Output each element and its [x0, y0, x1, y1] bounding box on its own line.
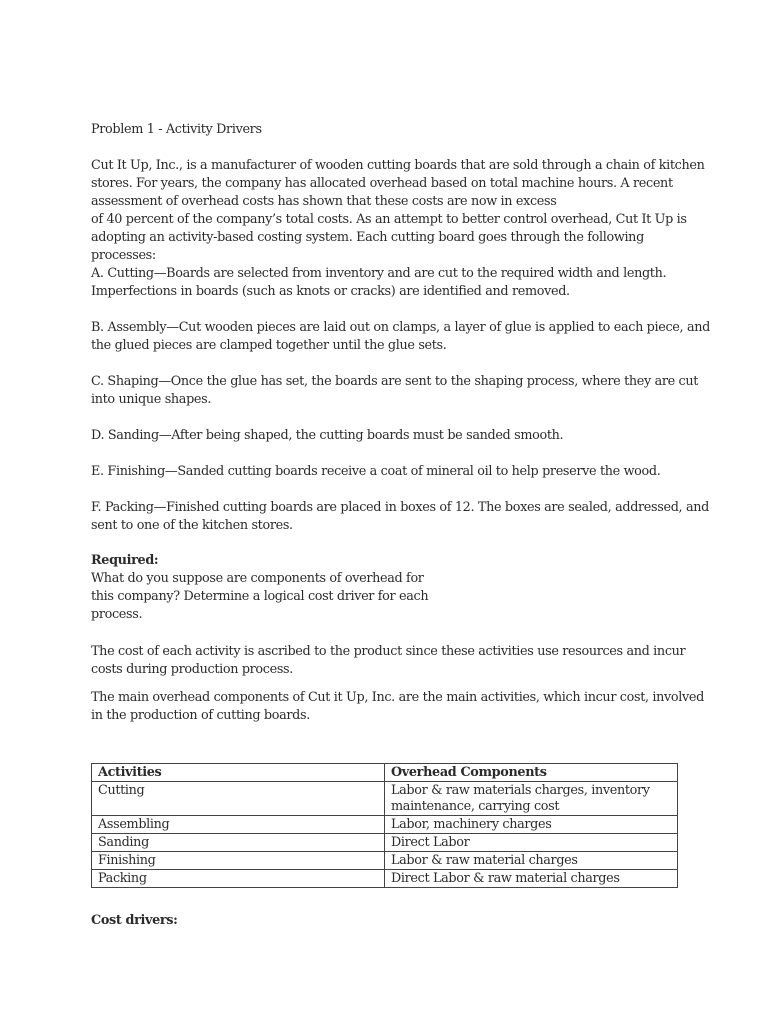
table-cell-overhead: Direct Labor	[385, 834, 678, 852]
table-row	[92, 834, 678, 852]
table-header-row	[92, 764, 678, 782]
table-cell-activity: Cutting	[92, 782, 385, 816]
process-assembly-paragraph	[91, 319, 710, 355]
answer-paragraph-1	[91, 643, 686, 679]
process-cutting-line: Imperfections in boards (such as knots or cracks) are identified and removed.	[91, 284, 570, 299]
problem-title: Problem 1 - Activity Drivers	[91, 122, 262, 137]
process-cutting-line: A. Cutting—Boards are selected from inventory and are cut to the required width and length.	[91, 266, 667, 281]
intro-line: assessment of overhead costs has shown that these costs are now in excess	[91, 194, 557, 209]
table-row	[92, 852, 678, 870]
table-cell-activity: Packing	[92, 870, 385, 888]
cost-drivers-heading: Cost drivers:	[91, 913, 178, 928]
required-question	[91, 570, 429, 624]
process-shaping-line: C. Shaping—Once the glue has set, the boards are sent to the shaping process, where they are cut	[91, 374, 699, 389]
process-packing-line: sent to one of the kitchen stores.	[91, 518, 293, 533]
process-assembly-line: B. Assembly—Cut wooden pieces are laid out on clamps, a layer of glue is applied to each piece, and	[91, 320, 710, 335]
table-header-overhead: Overhead Components	[385, 764, 678, 782]
intro-line: of 40 percent of the company’s total costs. As an attempt to better control overhead, Cut It Up is	[91, 212, 687, 227]
table-row	[92, 870, 678, 888]
table-cell-activity: Sanding	[92, 834, 385, 852]
process-assembly-line: the glued pieces are clamped together until the glue sets.	[91, 338, 447, 353]
process-packing-paragraph	[91, 499, 709, 535]
answer-line: The cost of each activity is ascribed to the product since these activities use resources and incur	[91, 644, 686, 659]
intro-line: adopting an activity-based costing system. Each cutting board goes through the following	[91, 230, 644, 245]
process-shaping-paragraph	[91, 373, 699, 409]
intro-line: Cut It Up, Inc., is a manufacturer of wooden cutting boards that are sold through a chain of kitchen	[91, 158, 705, 173]
required-line: this company? Determine a logical cost driver for each	[91, 589, 429, 604]
table-cell-activity: Finishing	[92, 852, 385, 870]
table-cell-overhead: Labor & raw material charges	[385, 852, 678, 870]
table-cell-overhead: Direct Labor & raw material charges	[385, 870, 678, 888]
process-finishing-paragraph	[91, 463, 686, 481]
required-line: process.	[91, 607, 143, 622]
process-shaping-line: into unique shapes.	[91, 392, 212, 407]
intro-line: processes:	[91, 248, 156, 263]
table-row	[92, 816, 678, 834]
intro-line: stores. For years, the company has allocated overhead based on total machine hours. A recent	[91, 176, 673, 191]
process-packing-line: F. Packing—Finished cutting boards are placed in boxes of 12. The boxes are sealed, addressed, and	[91, 500, 709, 515]
answer-paragraph-2	[91, 689, 704, 725]
answer-line: costs during production process.	[91, 662, 293, 677]
answer-line: The main overhead components of Cut it Up, Inc. are the main activities, which incur cost, involved	[91, 690, 704, 705]
table-row	[92, 782, 678, 816]
table-cell-activity: Assembling	[92, 816, 385, 834]
required-heading: Required:	[91, 553, 159, 568]
table-cell-overhead: Labor & raw materials charges, inventory maintenance, carrying cost	[385, 782, 678, 816]
intro-paragraph	[91, 157, 705, 301]
required-line: What do you suppose are components of overhead for	[91, 571, 424, 586]
process-sanding-paragraph	[91, 427, 686, 445]
process-sanding-line: D. Sanding—After being shaped, the cutting boards must be sanded smooth.	[91, 428, 564, 443]
table-cell-overhead: Labor, machinery charges	[385, 816, 678, 834]
activities-table	[91, 763, 678, 888]
answer-line: in the production of cutting boards.	[91, 708, 310, 723]
table-header-activities: Activities	[92, 764, 385, 782]
process-finishing-line: E. Finishing—Sanded cutting boards receive a coat of mineral oil to help preserve the wood.	[91, 464, 661, 479]
